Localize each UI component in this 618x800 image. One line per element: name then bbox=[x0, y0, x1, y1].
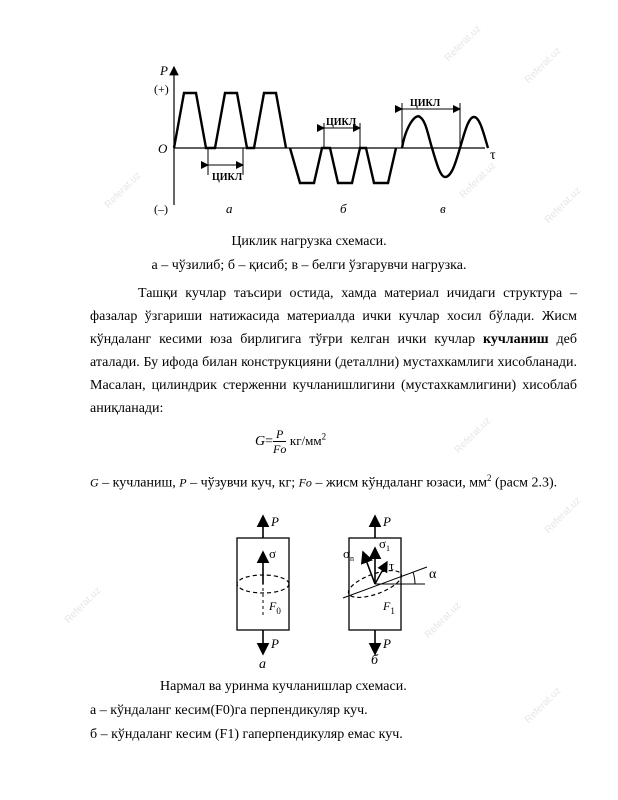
sigma-1-subscript: 1 bbox=[386, 544, 391, 553]
watermark-text: Referat.uz bbox=[542, 495, 584, 536]
sigma-n-letter: σ bbox=[343, 546, 351, 561]
def-fo-symbol: Fo bbox=[298, 475, 312, 490]
def-g-text: кучланиш, bbox=[112, 475, 176, 491]
sigma-n-arrow bbox=[363, 552, 375, 584]
watermark-text: Referat.uz bbox=[62, 585, 104, 626]
sigma-1-letter: σ bbox=[379, 536, 387, 551]
watermark-text: Referat.uz bbox=[442, 23, 484, 64]
f1-subscript: 1 bbox=[390, 606, 395, 616]
watermark-text: Referat.uz bbox=[452, 415, 494, 456]
paragraph-text: Ташқи кучлар таъсири остида, хамда материал ичидаги структура – фазалар ўзгариши натижасида материалда ички кучлар хосил бўлади. Жисм кўндаланг кесими юза бирлигига тўғри келган ички кучлар bbox=[90, 286, 577, 347]
alpha-label: α bbox=[429, 567, 437, 582]
sigma-n-label bbox=[343, 546, 354, 563]
figure2-caption-title: Нармал ва уринма кучланишлар схемаси. bbox=[160, 679, 407, 694]
label-b: б bbox=[340, 201, 347, 216]
def-p-text: чўзувчи куч, кг; bbox=[200, 475, 296, 491]
formula-unit: кг/мм bbox=[289, 433, 322, 449]
def-fo-text: жисм кўндаланг юзаси, мм bbox=[325, 475, 487, 491]
minus-label: (–) bbox=[154, 202, 168, 216]
cycle-label-c: ЦИКЛ bbox=[410, 98, 441, 109]
alpha-arc bbox=[413, 572, 415, 584]
def-g-symbol: G bbox=[90, 475, 99, 490]
formula-lhs: G bbox=[255, 434, 266, 450]
compression-wave bbox=[290, 148, 396, 183]
cycle-label-a: ЦИКЛ bbox=[212, 172, 243, 183]
origin-label: O bbox=[158, 141, 168, 156]
f1-letter: F bbox=[383, 599, 391, 613]
def-p-symbol: P bbox=[179, 475, 187, 490]
paragraph-bold-term: кучланиш bbox=[483, 332, 549, 347]
def-fo-exponent: 2 bbox=[487, 473, 492, 483]
tension-wave bbox=[174, 93, 286, 148]
watermark-text: Referat.uz bbox=[522, 685, 564, 726]
watermark-text: Referat.uz bbox=[522, 45, 564, 86]
formula-fraction bbox=[273, 428, 286, 456]
f0-letter: F bbox=[269, 599, 277, 613]
formula-unit-exponent: 2 bbox=[321, 431, 327, 442]
watermark-text: Referat.uz bbox=[422, 600, 464, 641]
label-a: а bbox=[259, 657, 266, 672]
formula-denominator: Fo bbox=[273, 442, 287, 456]
cyclic-load-diagram bbox=[140, 55, 510, 225]
alternating-wave bbox=[402, 116, 488, 177]
paragraph-text: деб аталади. Бу ифода билан конструкцияни (деталлни) мустахкамлиги хисобланади. Масалан, цилиндрик стерженни кучланишлигини (мустахкамлигини) хисоблаб аниқланади: bbox=[90, 332, 577, 416]
watermark-text: Referat.uz bbox=[457, 160, 499, 201]
p-bot-b: P bbox=[383, 636, 391, 651]
label-c: в bbox=[440, 201, 446, 216]
stress-formula bbox=[255, 428, 326, 456]
f0-subscript: 0 bbox=[276, 606, 281, 616]
formula-eq: = bbox=[265, 434, 274, 450]
p-top-a: P bbox=[271, 514, 279, 529]
tau-label: τ bbox=[490, 148, 496, 163]
p-bot-a: P bbox=[271, 636, 279, 651]
figure2-caption-line-b: б – кўндаланг кесим (F1) гаперпендикуляр емас куч. bbox=[90, 727, 403, 742]
tau-label: τ bbox=[389, 558, 395, 573]
formula-numerator: P bbox=[273, 428, 286, 442]
figure-caption-title: Циклик нагрузка схемаси. bbox=[231, 234, 387, 249]
plus-label: (+) bbox=[154, 82, 169, 96]
definitions-line: G – кучланиш, P – чўзувчи куч, кг; Fo – жисм кўндаланг юзаси, $мм^2$ (расм 2.3). bbox=[90, 473, 558, 491]
label-a: а bbox=[226, 201, 233, 216]
p-top-b: P bbox=[383, 514, 391, 529]
figure2-caption-line-a: а – кўндаланг кесим(F0)га перпендикуляр куч. bbox=[90, 703, 368, 718]
body-paragraph bbox=[90, 282, 577, 420]
f1-label bbox=[382, 599, 395, 616]
watermark-text: Referat.uz bbox=[542, 185, 584, 226]
f0-label bbox=[268, 599, 281, 616]
stress-diagram bbox=[215, 512, 455, 672]
sigma-n-subscript: n bbox=[350, 554, 355, 563]
cycle-label-b: ЦИКЛ bbox=[326, 117, 357, 128]
label-b: б bbox=[371, 653, 379, 668]
axis-p-label: P bbox=[160, 63, 168, 78]
def-tail: (расм 2.3). bbox=[495, 475, 558, 491]
watermark-text: Referat.uz bbox=[102, 170, 144, 211]
figure-caption-subtitle: а – чўзилиб; б – қисиб; в – белги ўзгарувчи нагрузка. bbox=[151, 258, 467, 273]
sigma-a: σ bbox=[269, 546, 277, 561]
